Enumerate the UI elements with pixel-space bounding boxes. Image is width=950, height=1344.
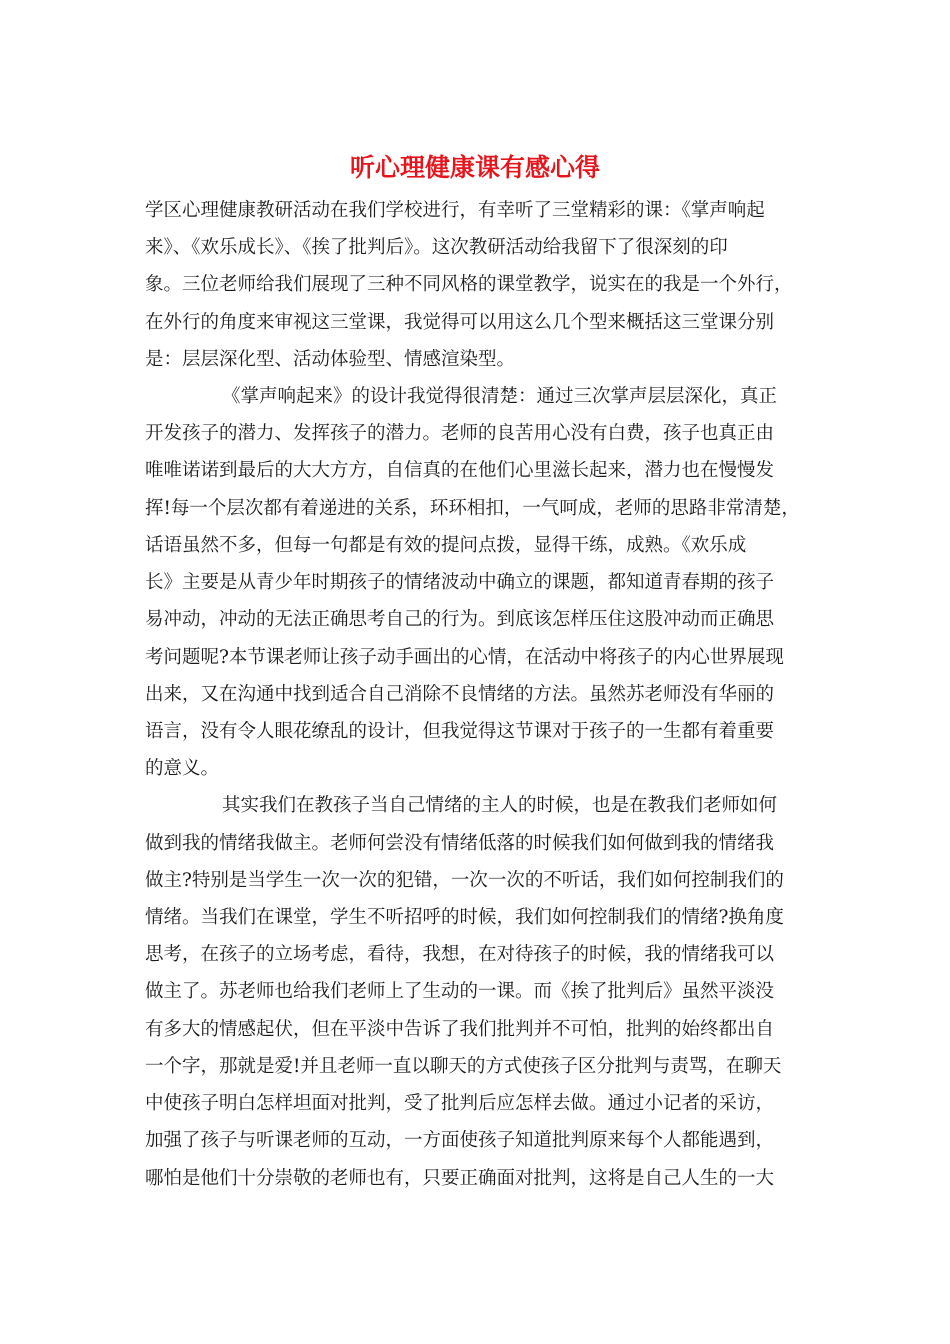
text-line: 出来，又在沟通中找到适合自己消除不良情绪的方法。虽然苏老师没有华丽的 (145, 684, 775, 705)
text-line: 中使孩子明白怎样坦面对批判，受了批判后应怎样去做。通过小记者的采访， (145, 1093, 775, 1114)
text-line: 哪怕是他们十分崇敬的老师也有，只要正确面对批判，这将是自己人生的一大 (145, 1168, 775, 1189)
paragraph-first-line: 其实我们在教孩子当自己情绪的主人的时候，也是在教我们老师如何 (222, 795, 778, 816)
text-line: 思考，在孩子的立场考虑，看待，我想，在对待孩子的时候，我的情绪我可以 (145, 944, 775, 965)
text-line: 情绪。当我们在课堂，学生不听招呼的时候，我们如何控制我们的情绪?换角度 (145, 907, 784, 928)
text-line: 学区心理健康教研活动在我们学校进行，有幸听了三堂精彩的课：《掌声响起 (145, 200, 765, 221)
paragraph-first-line: 《掌声响起来》的设计我觉得很清楚：通过三次掌声层层深化，真正 (222, 386, 778, 407)
text-line: 有多大的情感起伏，但在平淡中告诉了我们批判并不可怕，批判的始终都出自 (145, 1019, 775, 1040)
text-line: 来》、《欢乐成长》、《挨了批判后》。这次教研活动给我留下了很深刻的印 (145, 237, 728, 258)
text-line: 是：层层深化型、活动体验型、情感渲染型。 (145, 349, 516, 370)
text-line: 话语虽然不多，但每一句都是有效的提问点拨，显得干练，成熟。《欢乐成 (145, 535, 747, 556)
text-line: 考问题呢?本节课老师让孩子动手画出的心情，在活动中将孩子的内心世界展现 (145, 647, 784, 668)
text-line: 语言，没有令人眼花缭乱的设计，但我觉得这节课对于孩子的一生都有着重要 (145, 721, 775, 742)
page-title: 听心理健康课有感心得 (349, 153, 600, 182)
text-line: 在外行的角度来审视这三堂课，我觉得可以用这么几个型来概括这三堂课分别 (145, 312, 775, 333)
text-line: 长》主要是从青少年时期孩子的情绪波动中确立的课题，都知道青春期的孩子 (145, 572, 775, 593)
text-line: 象。三位老师给我们展现了三种不同风格的课堂教学，说实在的我是一个外行， (145, 274, 793, 295)
text-line: 加强了孩子与听课老师的互动，一方面使孩子知道批判原来每个人都能遇到， (145, 1130, 775, 1151)
text-line: 做主?特别是当学生一次一次的犯错，一次一次的不听话，我们如何控制我们的 (145, 870, 784, 891)
text-line: 开发孩子的潜力、发挥孩子的潜力。老师的良苦用心没有白费，孩子也真正由 (145, 423, 775, 444)
text-line: 唯唯诺诺到最后的大大方方，自信真的在他们心里滋长起来，潜力也在慢慢发 (145, 460, 775, 481)
text-line: 的意义。 (145, 758, 220, 779)
text-line: 易冲动，冲动的无法正确思考自己的行为。到底该怎样压住这股冲动而正确思 (145, 609, 775, 630)
text-line: 做主了。苏老师也给我们老师上了生动的一课。而《挨了批判后》虽然平淡没 (145, 981, 775, 1002)
text-line: 挥!每一个层次都有着递进的关系，环环相扣，一气呵成，老师的思路非常清楚， (145, 498, 800, 519)
text-line: 做到我的情绪我做主。老师何尝没有情绪低落的时候我们如何做到我的情绪我 (145, 833, 775, 854)
text-line: 一个字，那就是爱!并且老师一直以聊天的方式使孩子区分批判与责骂，在聊天 (145, 1056, 782, 1077)
